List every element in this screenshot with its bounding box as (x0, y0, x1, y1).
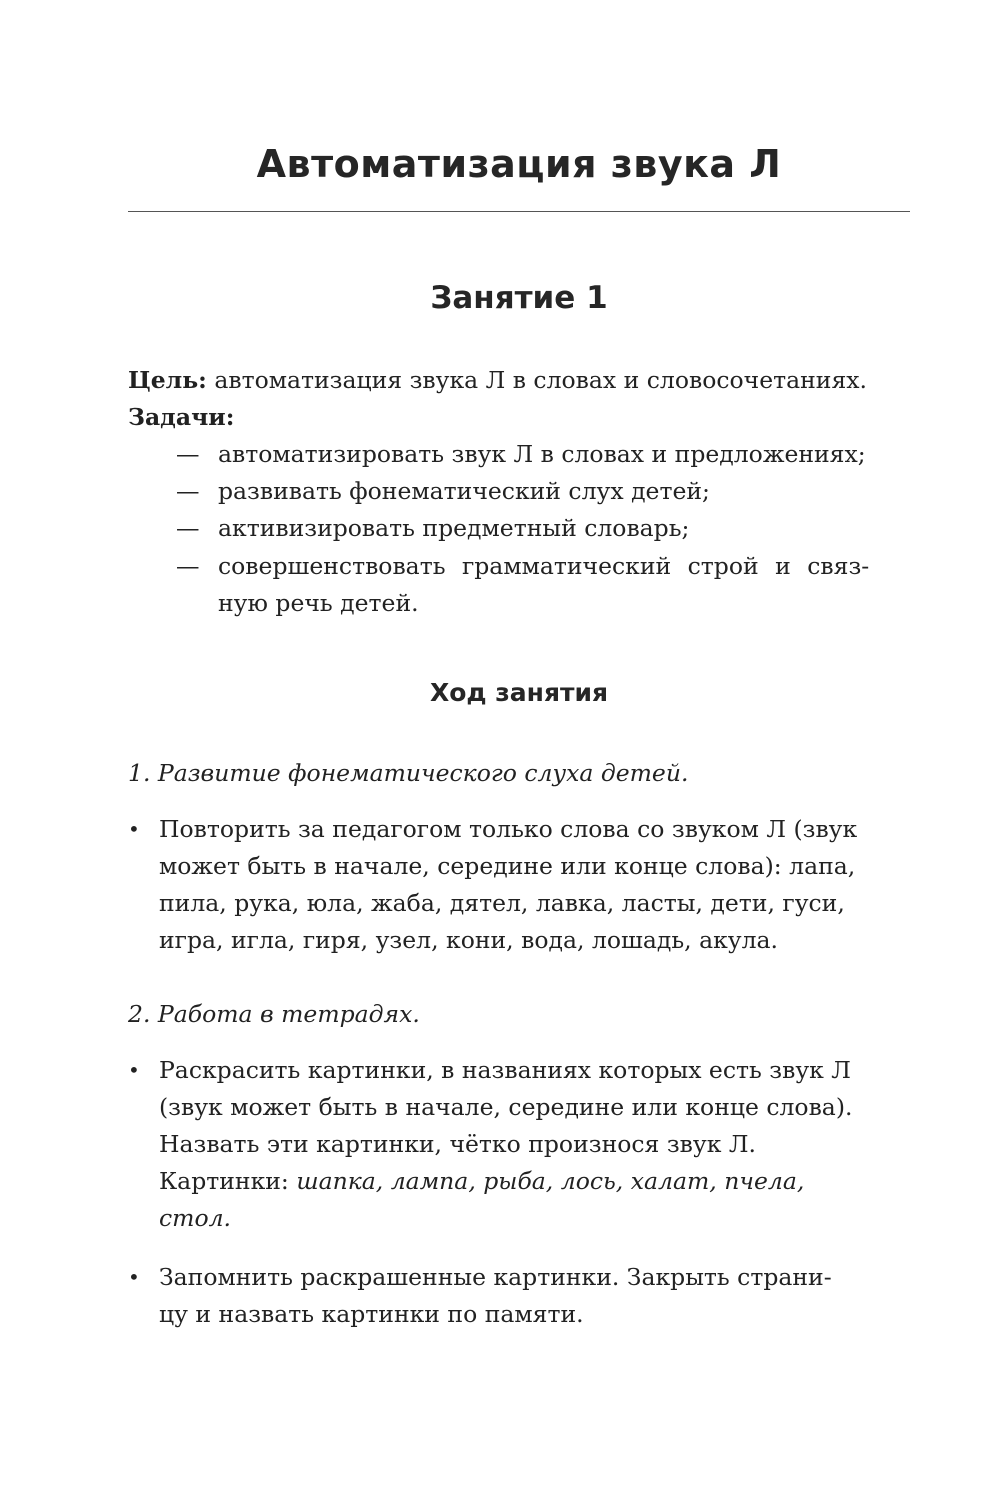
task-item (176, 473, 910, 510)
step-title: Развитие фонематического слуха детей. (157, 759, 689, 787)
lesson-title: Занятие 1 (430, 280, 608, 316)
list-item-text (159, 811, 910, 959)
bullet-marker: • (128, 1058, 140, 1082)
dash-marker: — (176, 477, 200, 505)
section-title: Ход занятия (429, 678, 609, 707)
text-line: игра, игла, гиря, узел, кони, вода, лошадь, акула. (159, 926, 778, 954)
text-line: Запомнить раскрашенные картинки. Закрыть страни- (159, 1263, 832, 1291)
pictures-label: Картинки: (159, 1167, 289, 1195)
list-item (128, 811, 910, 959)
task-item (176, 548, 910, 622)
step-title: Работа в тетрадях. (157, 1000, 420, 1028)
step-number: 1. (128, 759, 151, 787)
pictures-words: шапка, лампа, рыба, лось, халат, пчела, (296, 1167, 805, 1195)
list-item (128, 1259, 910, 1333)
task-item (176, 510, 910, 547)
task-text-line: совершенствовать грамматический строй и связ- (218, 552, 870, 580)
dash-marker: — (176, 552, 200, 580)
task-text: развивать фонематический слух детей; (218, 477, 710, 505)
text-line: пила, рука, юла, жаба, дятел, лавка, ласты, дети, гуси, (159, 889, 845, 917)
task-text-line: ную речь детей. (218, 589, 419, 617)
step-heading (128, 755, 688, 792)
list-item-text (159, 1259, 910, 1333)
text-line: может быть в начале, середине или конце слова): лапа, (159, 852, 856, 880)
goal-label: Цель: (128, 366, 207, 394)
task-text: активизировать предметный словарь; (218, 514, 690, 542)
dash-marker: — (176, 514, 200, 542)
pictures-words: стол. (159, 1204, 232, 1232)
step-heading (128, 996, 420, 1033)
step-number: 2. (128, 1000, 151, 1028)
text-line: цу и назвать картинки по памяти. (159, 1300, 584, 1328)
goal-text: автоматизация звука Л в словах и словосочетаниях. (214, 366, 867, 394)
text-line: Раскрасить картинки, в названиях которых есть звук Л (159, 1056, 851, 1084)
goal-paragraph (128, 362, 918, 399)
bullet-marker: • (128, 1265, 140, 1289)
text-line: Повторить за педагогом только слова со звуком Л (звук (159, 815, 858, 843)
list-item (128, 1052, 910, 1237)
list-item-text (159, 1052, 910, 1237)
chapter-title: Автоматизация звука Л (256, 142, 782, 186)
text-line: Назвать эти картинки, чётко произнося звук Л. (159, 1130, 756, 1158)
dash-marker: — (176, 440, 200, 468)
title-divider (128, 211, 910, 212)
task-text (218, 548, 910, 622)
bullet-marker: • (128, 817, 140, 841)
text-line (159, 1163, 910, 1200)
task-item (176, 436, 910, 473)
task-text: автоматизировать звук Л в словах и предложениях; (218, 440, 866, 468)
text-line: (звук может быть в начале, середине или конце слова). (159, 1093, 853, 1121)
tasks-label: Задачи: (128, 403, 235, 431)
